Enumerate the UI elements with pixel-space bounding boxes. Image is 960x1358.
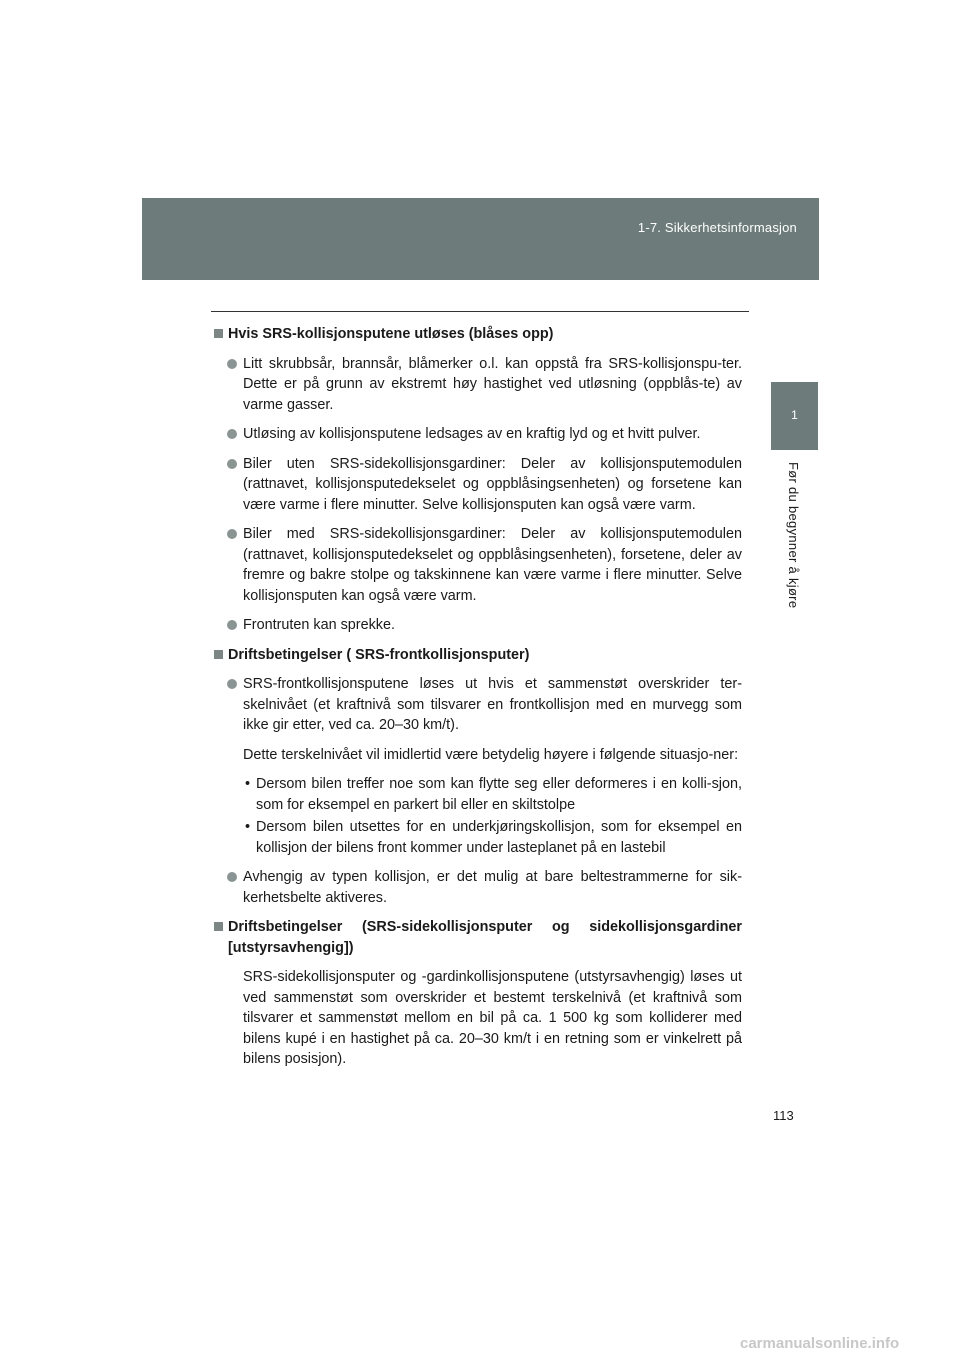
- circle-bullet-icon: [227, 459, 237, 469]
- chapter-side-label: Før du begynner å kjøre: [786, 462, 801, 609]
- sub-bullet-mark: •: [245, 776, 251, 792]
- circle-bullet-icon: [227, 429, 237, 439]
- watermark: carmanualsonline.info: [740, 1335, 900, 1352]
- sub-bullet-text: Dersom bilen treffer noe som kan flytte seg eller deformeres i en kolli-sjon, som for eksempel en parkert bil eller en skiltstolpe: [256, 776, 742, 813]
- chapter-header-band: [142, 198, 819, 280]
- circle-bullet-icon: [227, 359, 237, 369]
- paragraph: SRS-sidekollisjonsputer og -gardinkollisjonsputene (utstyrsavhengig) løses ut ved sammenstøt som overskrider et bestemt terskelnivå (et kraftnivå som tilsvarer et sammenstøt mellom en bil på ca. 1 500 kg som kolliderer med bilens kupé i en hastighet på ca. 20–30 km/t i en retning som er vinkelrett på bilens posisjon).: [243, 969, 742, 1067]
- bullet-item: [214, 674, 742, 736]
- bullet-item: [214, 354, 742, 416]
- chapter-side-tab: [771, 382, 818, 450]
- section-title: [214, 645, 742, 666]
- bullet-text: Frontruten kan sprekke.: [243, 617, 395, 633]
- sub-bullet-text: Dersom bilen utsettes for en underkjøringskollisjon, som for eksempel en kollisjon der bilens front kommer under lasteplanet på en lastebil: [256, 819, 742, 856]
- section-title-text: Hvis SRS-kollisjonsputene utløses (blåses opp): [228, 326, 554, 342]
- bullet-text: Litt skrubbsår, brannsår, blåmerker o.l. kan oppstå fra SRS-kollisjonspu-ter. Dette er på grunn av ekstremt høy hastighet ved utløsning (oppblås-te) av varme gasser.: [243, 355, 742, 413]
- page-content: [214, 324, 742, 1079]
- bullet-item: [214, 867, 742, 908]
- circle-bullet-icon: [227, 679, 237, 689]
- section-title-text: Driftsbetingelser ( SRS-frontkollisjonsputer): [228, 646, 530, 663]
- circle-bullet-icon: [227, 620, 237, 630]
- bullet-item: [214, 524, 742, 606]
- bullet-text: Utløsing av kollisjonsputene ledsages av en kraftig lyd og et hvitt pulver.: [243, 426, 701, 442]
- section-title: [214, 917, 742, 958]
- sub-bullet-item: [214, 817, 742, 858]
- paragraph: Dette terskelnivået vil imidlertid være betydelig høyere i følgende situasjo-ner:: [243, 746, 739, 763]
- section-title-text: Driftsbetingelser (SRS-sidekollisjonsputer og sidekollisjonsgardiner [utstyrsavhengig]): [228, 919, 742, 956]
- chapter-title: 1-7. Sikkerhetsinformasjon: [637, 220, 797, 235]
- bullet-item: [214, 454, 742, 516]
- circle-bullet-icon: [227, 529, 237, 539]
- chapter-number: 1: [791, 408, 798, 422]
- section-title: [214, 324, 742, 345]
- square-bullet-icon: [214, 329, 223, 338]
- square-bullet-icon: [214, 650, 223, 659]
- square-bullet-icon: [214, 922, 223, 931]
- circle-bullet-icon: [227, 872, 237, 882]
- top-rule: [211, 311, 749, 312]
- sub-bullet-item: [214, 774, 742, 815]
- bullet-item: [214, 615, 742, 636]
- bullet-item: [214, 424, 742, 445]
- bullet-text: SRS-frontkollisjonsputene løses ut hvis et sammenstøt overskrider ter-skelnivået (et kraftnivå som tilsvarer en frontkollisjon med en murvegg som ikke gir etter, ved ca. 20–30 km/t).: [243, 676, 742, 733]
- bullet-text: Avhengig av typen kollisjon, er det mulig at bare beltestrammerne for sik-kerhetsbelte aktiveres.: [243, 869, 742, 906]
- sub-bullet-mark: •: [245, 819, 251, 835]
- bullet-text: Biler med SRS-sidekollisjonsgardiner: Deler av kollisjonsputemodulen (rattnavet, kollisjonsputedekselet og oppblåsingsenheten), forsetene, deler av fremre og bakre stolpe og takskinnene kan være varme i flere minutter. Selve kollisjonsputen kan også være varm.: [243, 526, 742, 604]
- page-number: 113: [773, 1108, 794, 1123]
- bullet-text: Biler uten SRS-sidekollisjonsgardiner: Deler av kollisjonsputemodulen (rattnavet, kollisjonsputedekselet og oppblåsingsenheten) og forsetene kan være varme i flere minutter. Selve kollisjonsputen kan også være varm.: [243, 455, 742, 513]
